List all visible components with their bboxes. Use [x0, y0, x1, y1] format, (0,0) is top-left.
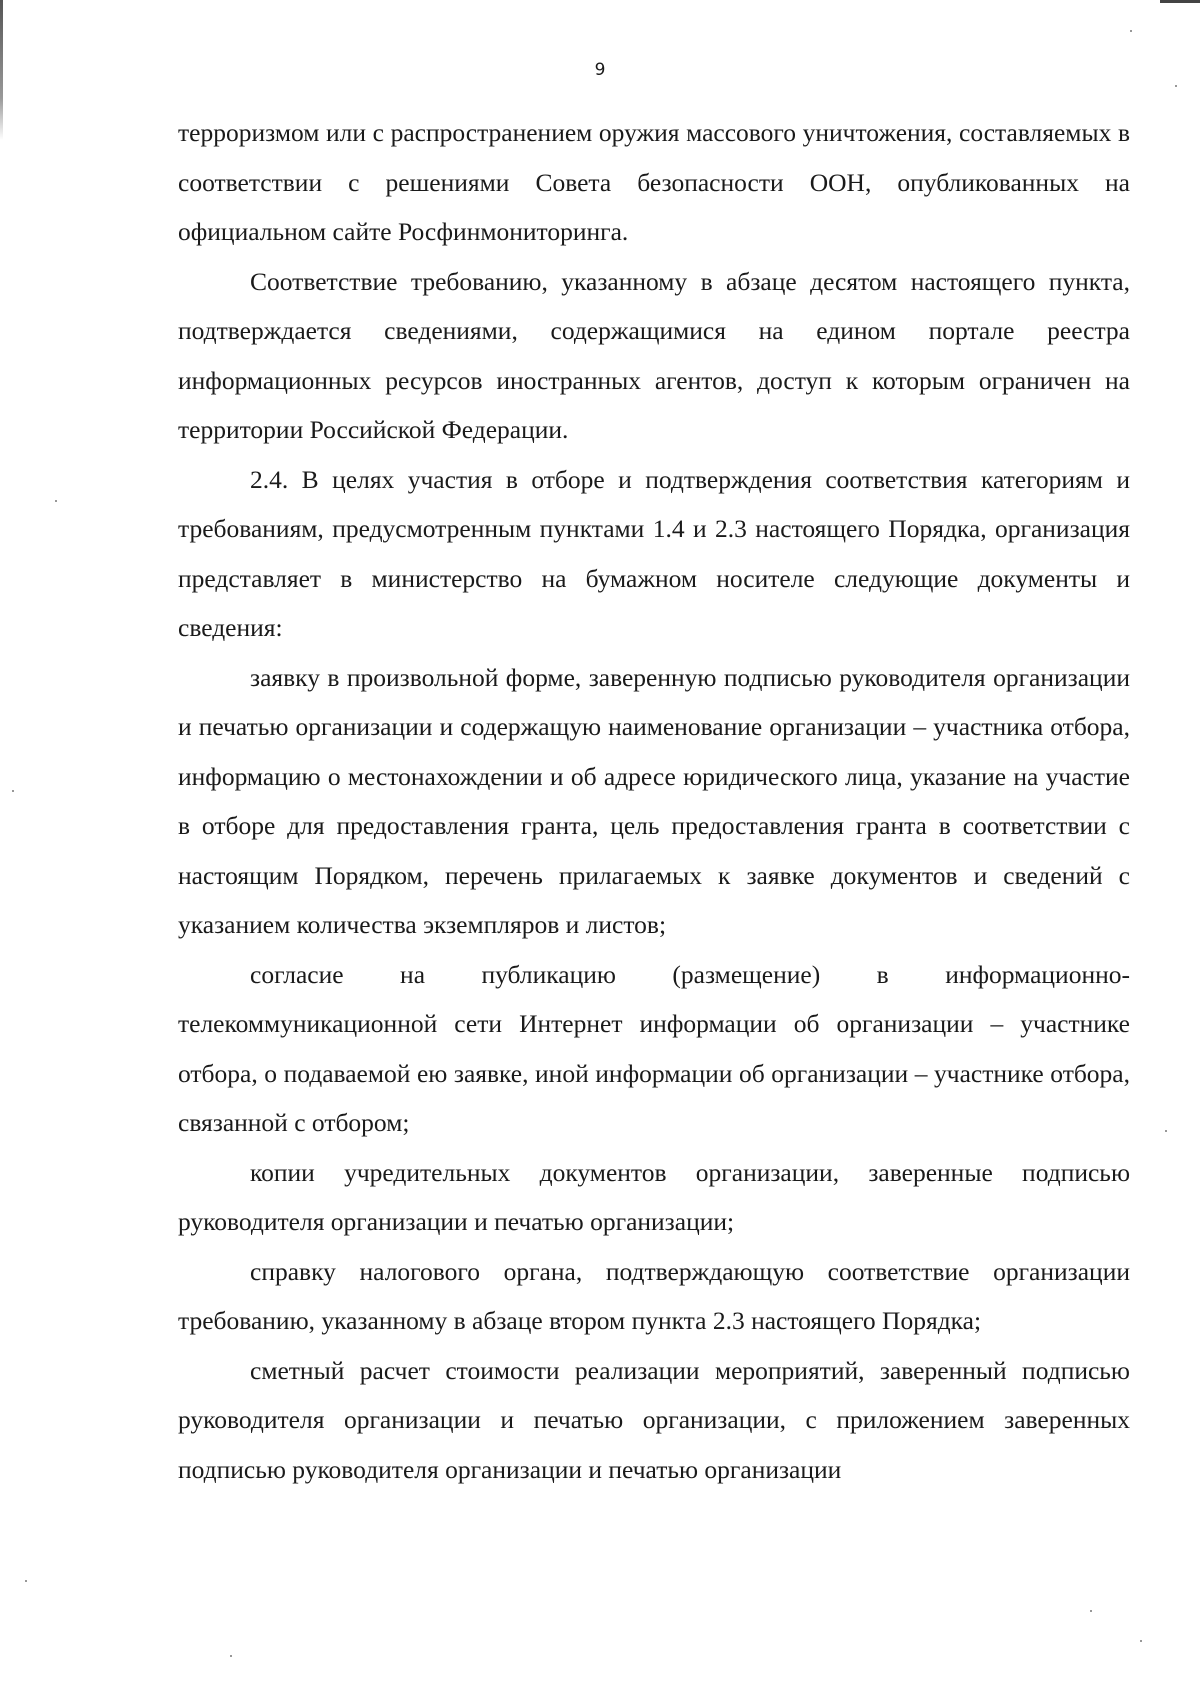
scan-speck — [25, 1580, 27, 1582]
scan-speck — [1140, 1640, 1142, 1642]
scan-speck — [55, 500, 57, 502]
scan-speck — [230, 1655, 232, 1657]
paragraph-foreign-agents: Соответствие требованию, указанному в абзаце десятом настоящего пункта, подтверждается сведениями, содержащимися на едином портале реестра информационных ресурсов иностранных агентов, доступ к которым ограничен на территории Российской Федерации. — [178, 266, 1130, 444]
paragraph-continuation: терроризмом или с распространением оружия массового уничтожения, составляемых в соответствии с решениями Совета безопасности ООН, опубликованных на официальном сайте Росфинмониторинга. — [178, 118, 1130, 246]
page-number: 9 — [594, 60, 606, 80]
list-item-consent: согласие на публикацию (размещение) в информационно-телекоммуникационной сети Интернет информации об организации – участнике отбора, о подаваемой ею заявке, иной информации об организации – участнике отбора, связанной с отбором; — [178, 959, 1130, 1137]
scan-speck — [1175, 85, 1177, 87]
list-item-founding-documents: копии учредительных документов организации, заверенные подписью руководителя организации и печатью организации; — [178, 1157, 1130, 1236]
scan-speck — [1165, 1130, 1167, 1132]
document-body — [178, 108, 1130, 1494]
scan-edge-top-right — [1160, 0, 1200, 3]
scan-speck — [12, 790, 14, 792]
list-item-cost-estimate: сметный расчет стоимости реализации мероприятий, заверенный подписью руководителя организации и печатью организации, с приложением заверенных подписью руководителя организации и печатью организации — [178, 1355, 1130, 1484]
paragraph-2-4: 2.4. В целях участия в отборе и подтверждения соответствия категориям и требованиям, предусмотренным пунктами 1.4 и 2.3 настоящего Порядка, организация представляет в министерство на бумажном носителе следующие документы и сведения: — [178, 464, 1130, 642]
scan-speck — [1090, 1610, 1092, 1612]
list-item-application: заявку в произвольной форме, заверенную подписью руководителя организации и печатью организации и содержащую наименование организации – участника отбора, информацию о местонахождении и об адресе юридического лица, указание на участие в отборе для предоставления гранта, цель предоставления гранта в соответствии с настоящим Порядком, перечень прилагаемых к заявке документов и сведений с указанием количества экземпляров и листов; — [178, 662, 1130, 939]
list-item-tax-certificate: справку налогового органа, подтверждающую соответствие организации требованию, указанному в абзаце втором пункта 2.3 настоящего Порядка; — [178, 1256, 1130, 1335]
scan-speck — [1130, 30, 1132, 32]
